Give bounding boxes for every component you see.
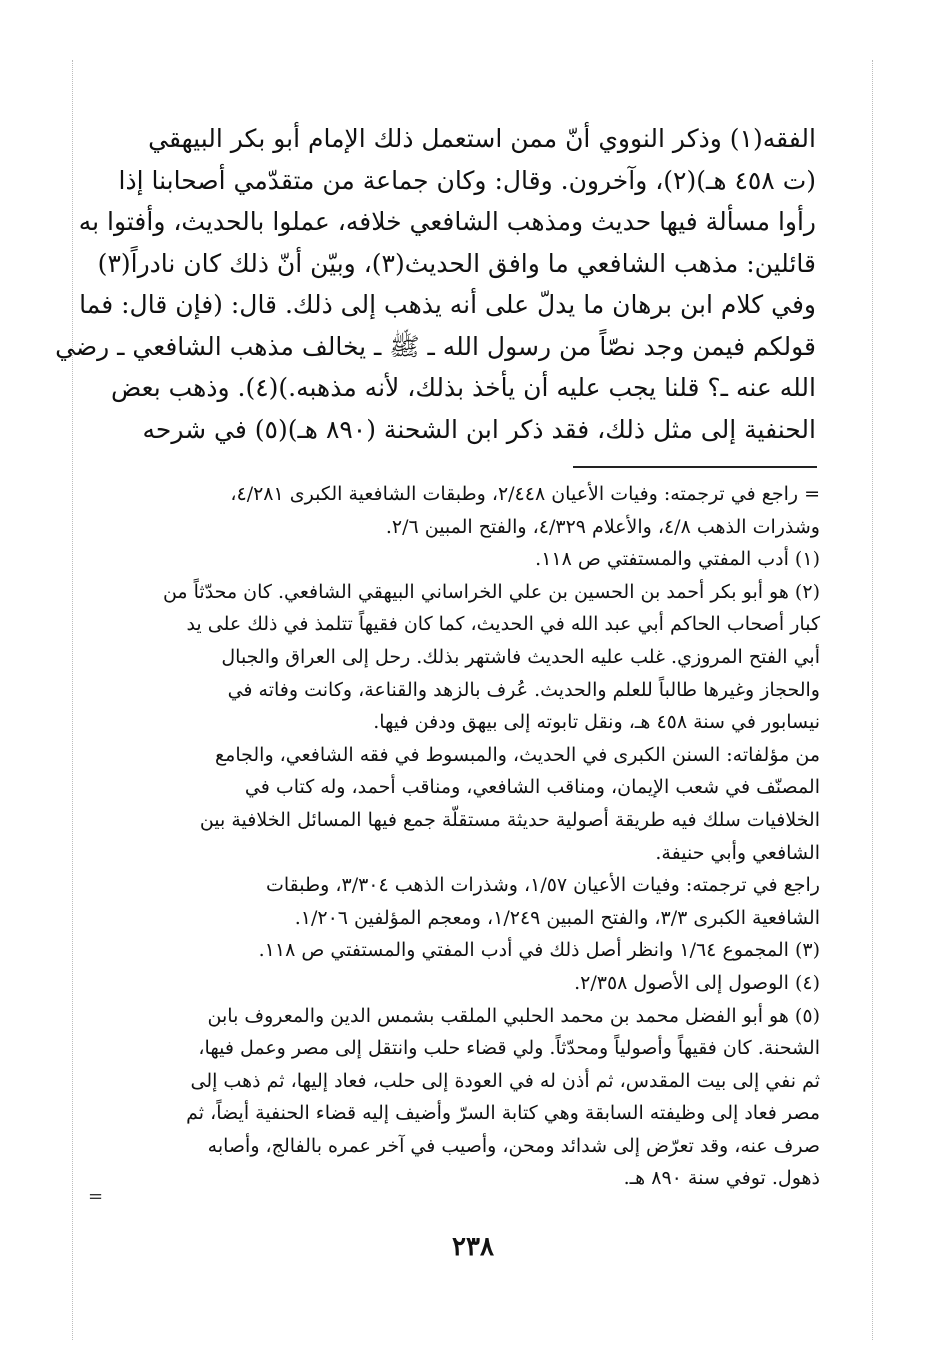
footnote-line: ذهول. توفي سنة ٨٩٠ هـ.	[623, 1167, 820, 1190]
footnote-line: راجع في ترجمته: وفيات الأعيان ١/٥٧، وشذرات الذهب ٣/٣٠٤، وطبقات	[265, 874, 820, 897]
main-text-block	[55, 118, 816, 450]
footnote-line: الخلافيات سلك فيه طريقة أصولية حديثة مستقلّة جمع فيها المسائل الخلافية بين	[199, 808, 820, 831]
margin-equals-mark: =	[88, 1186, 104, 1207]
main-text-line: الفقه(١) وذكر النووي أنّ ممن استعمل ذلك الإمام أبو بكر البيهقي	[148, 124, 816, 153]
main-text-line: رأوا مسألة فيها حديث ومذهب الشافعي خلافه، عملوا بالحديث، وأفتوا به	[78, 207, 816, 236]
main-text-line: قائلين: مذهب الشافعي ما وافق الحديث(٣)، وبيّن أنّ ذلك كان نادراً(٣)	[97, 248, 816, 278]
main-text-line: وفي كلام ابن برهان ما يدلّ على أنه يذهب إلى ذلك. قال: (فإن قال: فما	[79, 290, 816, 319]
main-text-line: قولكم فيمن وجد نصّاً من رسول الله ـ ﷺ ـ يخالف مذهب الشافعي ـ رضي	[55, 331, 816, 361]
footnote-line: كبار أصحاب الحاكم أبي عبد الله في الحديث، كما كان فقيهاً تتلمذ في ذلك على يد	[186, 613, 820, 636]
main-text-line: الحنفية إلى مثل ذلك، فقد ذكر ابن الشحنة (٨٩٠ هـ)(٥) في شرحه	[142, 414, 816, 444]
footnote-line: (٢) هو أبو بكر أحمد بن الحسين بن علي الخراساني البيهقي الشافعي. كان محدّثاً من	[162, 580, 820, 603]
footnote-line: من مؤلفاته: السنن الكبرى في الحديث، والمبسوط في فقه الشافعي، والجامع	[215, 743, 820, 766]
footnote-line: صرف عنه، وقد تعرّض إلى شدائد ومحن، وأصيب في آخر عمره بالفالج، وأصابه	[207, 1134, 820, 1157]
footnote-line: وشذرات الذهب ٤/٨، والأعلام ٤/٣٢٩، والفتح المبين ٢/٦.	[385, 515, 820, 538]
footnote-line: الشحنة. كان فقيهاً وأصولياً ومحدّثاً. ولي قضاء حلب وانتقل إلى مصر وعمل فيها،	[198, 1037, 820, 1060]
footnote-line: الشافعية الكبرى ٣/٣، والفتح المبين ١/٢٤٩، ومعجم المؤلفين ١/٢٠٦.	[294, 906, 820, 929]
footnote-line: نيسابور في سنة ٤٥٨ هـ، ونقل تابوته إلى بيهق ودفن فيها.	[373, 711, 820, 734]
right-margin-dotted-line	[872, 60, 874, 1340]
left-margin-dotted-line	[72, 60, 74, 1340]
footnote-separator-rule	[573, 466, 817, 468]
footnote-line: ثم نفي إلى بيت المقدس، ثم أذن له في العودة إلى حلب، فعاد إليها، ثم ذهب إلى	[190, 1069, 820, 1092]
footnote-line: أبي الفتح المروزي. غلب عليه الحديث فاشتهر بذلك. رحل إلى العراق والجبال	[221, 645, 820, 668]
main-text-line: الله عنه ـ؟ قلنا يجب عليه أن يأخذ بذلك، لأنه مذهبه.)(٤). وذهب بعض	[111, 373, 816, 402]
footnote-line: (٣) المجموع ١/٦٤ وانظر أصل ذلك في أدب المفتي والمستفتي ص ١١٨.	[258, 939, 820, 962]
footnote-line: (٤) الوصول إلى الأصول ٢/٣٥٨.	[574, 971, 820, 994]
page-number: ٢٣٨	[452, 1232, 494, 1262]
footnotes-block	[96, 478, 820, 1195]
footnote-line: (٥) هو أبو الفضل محمد بن محمد الحلبي الملقب بشمس الدين والمعروف بابن	[207, 1004, 820, 1027]
main-text-line: (ت ٤٥٨ هـ)(٢)، وآخرون. وقال: وكان جماعة من متقدّمي أصحابنا إذا	[118, 165, 816, 195]
footnote-line: = راجع في ترجمته: وفيات الأعيان ٢/٤٤٨، وطبقات الشافعية الكبرى ٤/٢٨١،	[230, 483, 820, 505]
footnote-line: مصر فعاد إلى وظيفته السابقة وهي كتابة السرّ وأضيف إليه قضاء الحنفية أيضاً، ثم	[186, 1102, 820, 1125]
footnote-line: الشافعي وأبي حنيفة.	[655, 841, 820, 864]
footnote-line: المصنّف في شعب الإيمان، ومناقب الشافعي، ومناقب أحمد، وله كتاب في	[244, 776, 820, 799]
footnote-line: والحجاز وغيرها طالباً للعلم والحديث. عُرف بالزهد والقناعة، وكانت وفاته في	[227, 678, 820, 701]
footnote-line: (١) أدب المفتي والمستفتي ص ١١٨.	[535, 548, 820, 571]
